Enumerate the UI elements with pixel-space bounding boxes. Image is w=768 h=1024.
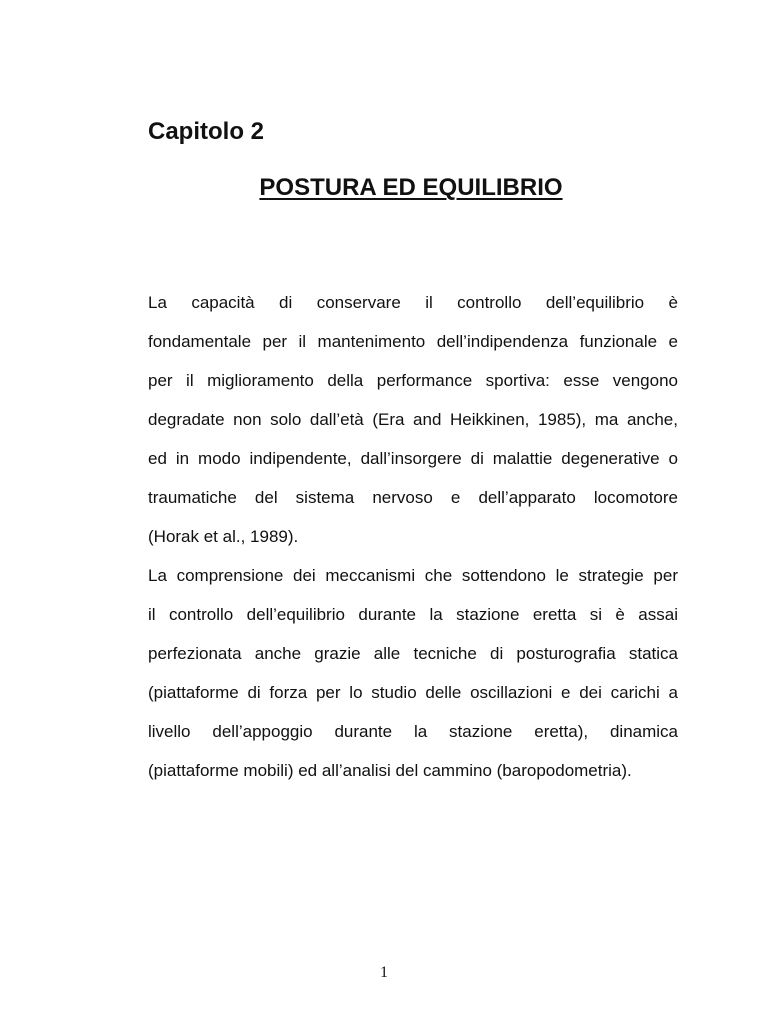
chapter-heading: Capitolo 2 — [148, 118, 265, 145]
text-line: traumatiche del sistema nervoso e dell’apparato locomotore — [148, 488, 678, 507]
text-line: (piattaforme mobili) ed all’analisi del cammino (baropodometria). — [148, 761, 632, 780]
text-line: La capacità di conservare il controllo dell’equilibrio è — [148, 293, 678, 312]
chapter-title-text: POSTURA ED EQUILIBRIO — [259, 174, 563, 201]
text-line: fondamentale per il mantenimento dell’indipendenza funzionale e — [148, 332, 678, 351]
text-line: ed in modo indipendente, dall’insorgere di malattie degenerative o — [148, 449, 678, 468]
text-line: (Horak et al., 1989). — [148, 527, 299, 546]
text-line: (piattaforme di forza per lo studio delle oscillazioni e dei carichi a — [148, 683, 678, 702]
text-line: perfezionata anche grazie alle tecniche di posturografia statica — [148, 644, 678, 663]
page-number: 1 — [380, 964, 388, 981]
text-line: La comprensione dei meccanismi che sottendono le strategie per — [148, 566, 678, 585]
chapter-title — [148, 174, 674, 202]
text-line: per il miglioramento della performance sportiva: esse vengono — [148, 371, 678, 390]
body-text — [148, 283, 678, 790]
text-line: livello dell’appoggio durante la stazione eretta), dinamica — [148, 722, 678, 741]
text-line: il controllo dell’equilibrio durante la stazione eretta si è assai — [148, 605, 678, 624]
text-line: degradate non solo dall’età (Era and Heikkinen, 1985), ma anche, — [148, 410, 678, 429]
